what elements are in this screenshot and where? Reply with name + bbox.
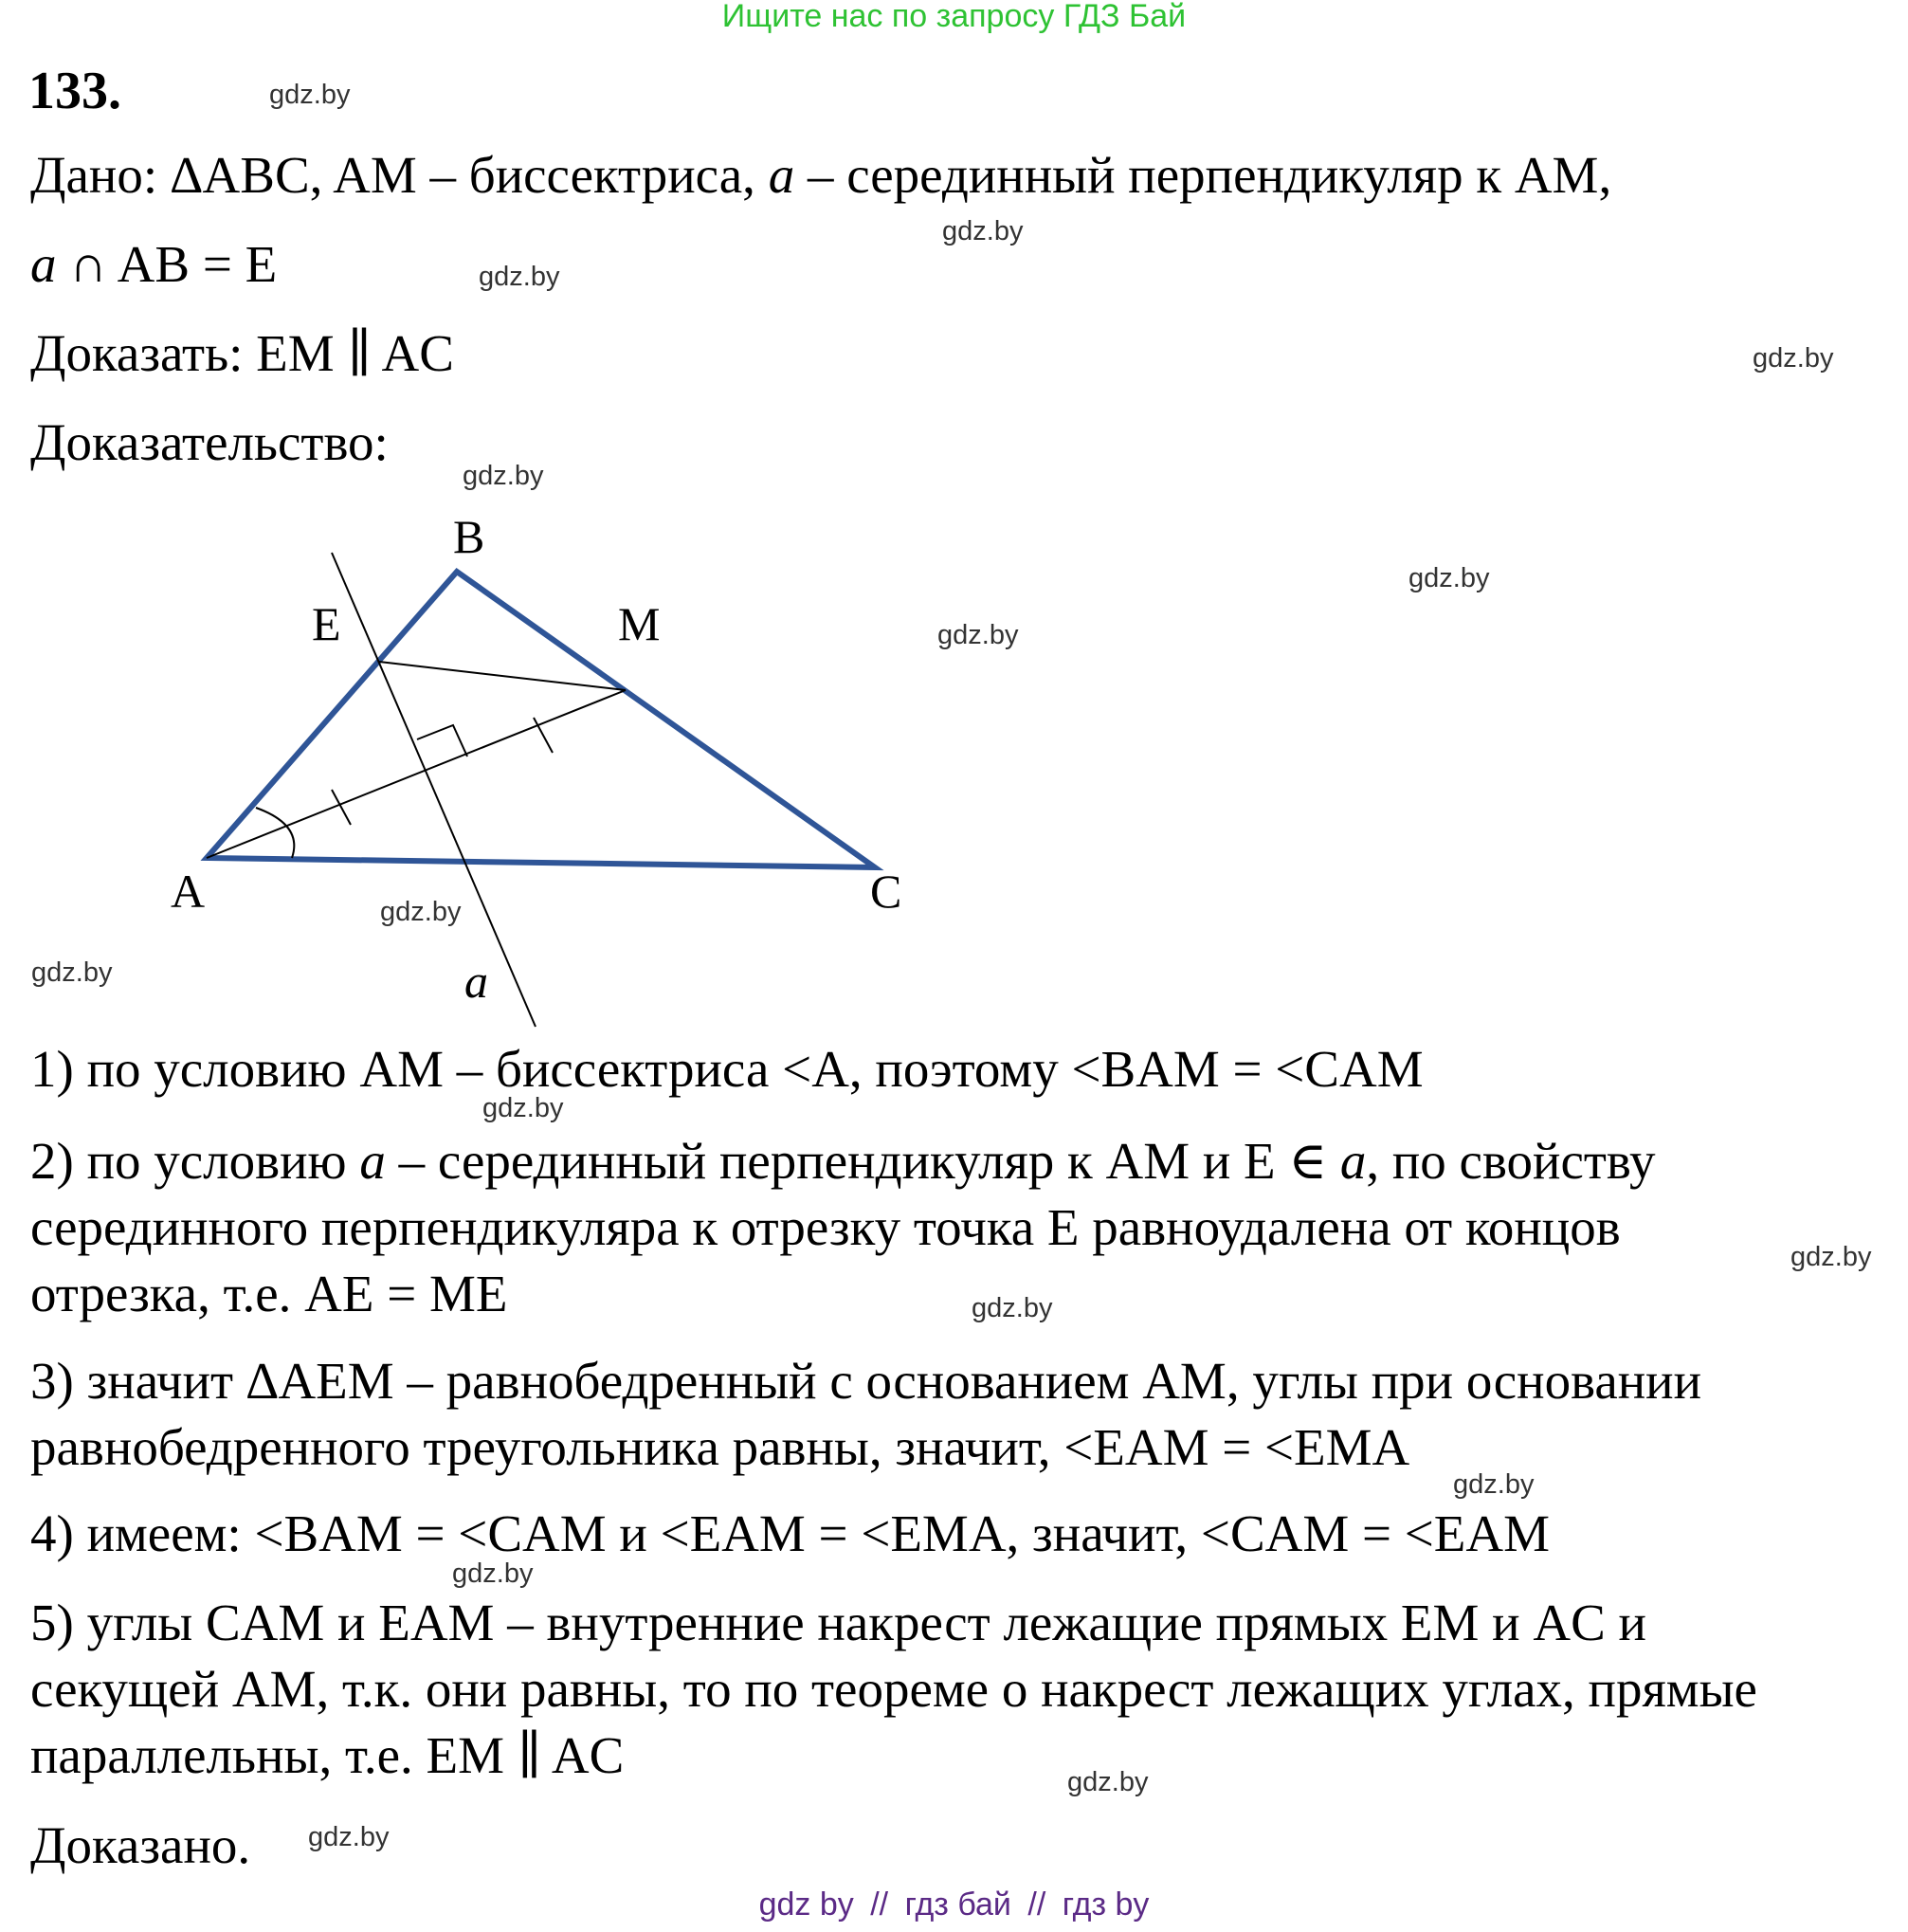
conclusion: Доказано. — [30, 1816, 251, 1874]
problem-number: 133. — [28, 62, 121, 120]
given-text-cont: – серединный перпендикуляр к AM, — [794, 146, 1612, 204]
watermark: gdz.by — [463, 461, 544, 491]
step-3-line-1: 3) значит ∆AEM – равнобедренный с основанием AM, углы при основании — [30, 1352, 1702, 1410]
footer-links — [0, 1886, 1908, 1923]
watermark: gdz.by — [1790, 1242, 1872, 1272]
label-m: M — [618, 597, 661, 650]
step-5-line-1: 5) углы CAM и EAM – внутренние накрест лежащие прямых EM и AC и — [30, 1594, 1646, 1651]
watermark: gdz.by — [269, 80, 351, 110]
proof-heading: Доказательство: — [30, 413, 389, 471]
watermark: gdz.by — [1753, 343, 1834, 374]
prove-line: Доказать: EM ∥ AC — [30, 324, 454, 382]
step-4: 4) имеем: <BAM = <CAM и <EAM = <EMA, значит, <CAM = <EAM — [30, 1504, 1551, 1562]
segment-am — [207, 690, 626, 858]
top-banner: Ищите нас по запросу ГДЗ Бай — [721, 0, 1187, 34]
step-2-line-3: отрезка, т.е. AE = ME — [30, 1265, 508, 1322]
watermark: gdz.by — [482, 1093, 564, 1123]
label-a-vertex: A — [171, 865, 206, 918]
watermark: gdz.by — [479, 262, 560, 292]
label-b: B — [453, 510, 485, 563]
label-c: C — [870, 865, 902, 918]
step-5-line-2: секущей AM, т.к. они равны, то по теореме о накрест лежащих углах, прямые — [30, 1660, 1757, 1718]
footer-link-gdz-by[interactable]: gdz by — [758, 1886, 854, 1923]
watermark: gdz.by — [1067, 1767, 1149, 1797]
intersection-text: ∩ AB = E — [56, 235, 278, 293]
perpendicular-line-a — [332, 553, 536, 1027]
step-2-text-end: , по свойству — [1366, 1132, 1656, 1190]
angle-arc-a — [256, 808, 294, 858]
step-5-line-3: параллельны, т.е. EM ∥ AC — [30, 1726, 625, 1784]
label-e: E — [312, 597, 341, 650]
footer-link-gdz-by-ru[interactable]: гдз by — [1062, 1886, 1150, 1923]
step-2-line-2: серединного перпендикуляра к отрезку точка E равноудалена от концов — [30, 1198, 1621, 1256]
step-3-line-2: равнобедренного треугольника равны, значит, <EAM = <EMA — [30, 1418, 1410, 1476]
watermark: gdz.by — [452, 1558, 534, 1589]
watermark: gdz.by — [31, 957, 113, 988]
line-a-symbol: a — [1339, 1132, 1367, 1190]
watermark: gdz.by — [380, 897, 462, 927]
footer-separator: // — [870, 1886, 889, 1923]
step-2-text: 2) по условию — [30, 1132, 360, 1190]
watermark: gdz.by — [937, 620, 1019, 650]
watermark: gdz.by — [1408, 563, 1490, 593]
footer-separator: // — [1027, 1886, 1046, 1923]
watermark: gdz.by — [308, 1822, 390, 1852]
watermark: gdz.by — [1453, 1469, 1535, 1500]
right-angle-mark — [417, 725, 467, 756]
line-a-symbol: a — [768, 146, 795, 204]
step-2-line-1 — [30, 1128, 1656, 1194]
given-text: Дано: ∆ABC, AM – биссектриса, — [30, 146, 769, 204]
watermark: gdz.by — [942, 216, 1024, 246]
step-1: 1) по условию AM – биссектриса <A, поэтому <BAM = <CAM — [30, 1040, 1424, 1098]
footer-link-gdz-bai[interactable]: гдз бай — [904, 1886, 1011, 1923]
triangle-abc — [207, 572, 875, 867]
label-line-a: a — [464, 955, 488, 1008]
line-a-symbol: a — [359, 1132, 386, 1190]
watermark: gdz.by — [972, 1293, 1053, 1323]
line-a-symbol: a — [30, 235, 57, 293]
step-2-text-cont: – серединный перпендикуляр к AM и E ∈ — [385, 1132, 1340, 1190]
